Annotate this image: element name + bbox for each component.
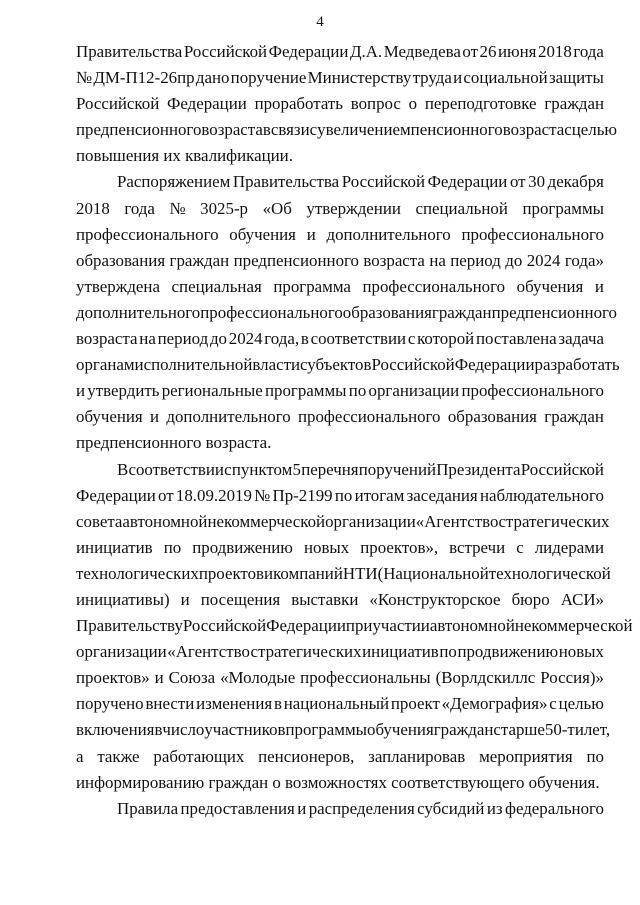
text-line: инициативы) и посещения выставки «Конструкторское бюро АСИ»	[76, 589, 604, 609]
document-body	[76, 39, 633, 822]
text-line: и утвердить региональные программы по организации профессионального	[76, 381, 604, 401]
text-line: В соответствии с пунктом 5 перечня поручений Президента Российской	[117, 459, 604, 479]
text-line: технологических проектов и компаний НТИ (Национальной технологической	[76, 563, 611, 583]
text-line: предпенсионного возраста.	[76, 433, 272, 453]
text-line: образования граждан предпенсионного возраста на период до 2024 года»	[76, 250, 604, 270]
text-line: инициатив по продвижению новых проектов», встречи с лидерами	[76, 537, 604, 557]
text-line: № ДМ-П12-26пр дано поручение Министерству труда и социальной защиты	[76, 68, 604, 88]
text-line: Правительству Российской Федерации при участии автономной некоммерческой	[76, 616, 633, 636]
text-line: Распоряжением Правительства Российской Федерации от 30 декабря	[117, 172, 604, 192]
text-line: профессионального обучения и дополнительного профессионального	[76, 224, 604, 244]
text-line: Федерации от 18.09.2019 № Пр-2199 по итогам заседания наблюдательного	[76, 485, 604, 505]
page-number: 4	[316, 14, 324, 30]
text-line: органам исполнительной власти субъектов Российской Федерации разработать	[76, 355, 620, 375]
text-line: поручено внести изменения в национальный проект «Демография» с целью	[76, 694, 604, 714]
text-line: проектов» и Союза «Молодые профессиональны (Ворлдскиллс Россия)»	[76, 668, 604, 688]
text-line: дополнительного профессионального образования граждан предпенсионного	[76, 302, 617, 322]
text-line: Правительства Российской Федерации Д.А. Медведева от 26 июня 2018 года	[76, 42, 604, 61]
paragraph-1	[76, 39, 618, 169]
text-line: предпенсионного возраста в связи с увеличением пенсионного возраста с целью	[76, 120, 618, 140]
text-line: Российской Федерации проработать вопрос о переподготовке граждан	[76, 94, 604, 114]
text-line: совета автономной некоммерческой организации «Агентство стратегических	[76, 511, 610, 531]
text-line: повышения их квалификации.	[76, 146, 293, 166]
text-line: организации «Агентство стратегических инициатив по продвижению новых	[76, 642, 604, 662]
paragraph-2	[76, 169, 620, 456]
paragraph-4	[76, 796, 604, 822]
text-line: информированию граждан о возможностях соответствующего обучения.	[76, 772, 600, 792]
text-line: а также работающих пенсионеров, запланировав мероприятия по	[76, 746, 604, 766]
text-line: Правила предоставления и распределения субсидий из федерального	[117, 798, 604, 818]
paragraph-3	[76, 457, 633, 796]
text-line: обучения и дополнительного профессионального образования граждан	[76, 407, 604, 427]
text-line: возраста на период до 2024 года, в соответствии с которой поставлена задача	[76, 329, 604, 349]
text-line: включения в число участников программы обучения граждан старше 50-ти лет,	[76, 720, 611, 740]
text-line: 2018 года № 3025-р «Об утверждении специальной программы	[76, 198, 604, 218]
text-line: утверждена специальная программа профессионального обучения и	[76, 276, 604, 296]
